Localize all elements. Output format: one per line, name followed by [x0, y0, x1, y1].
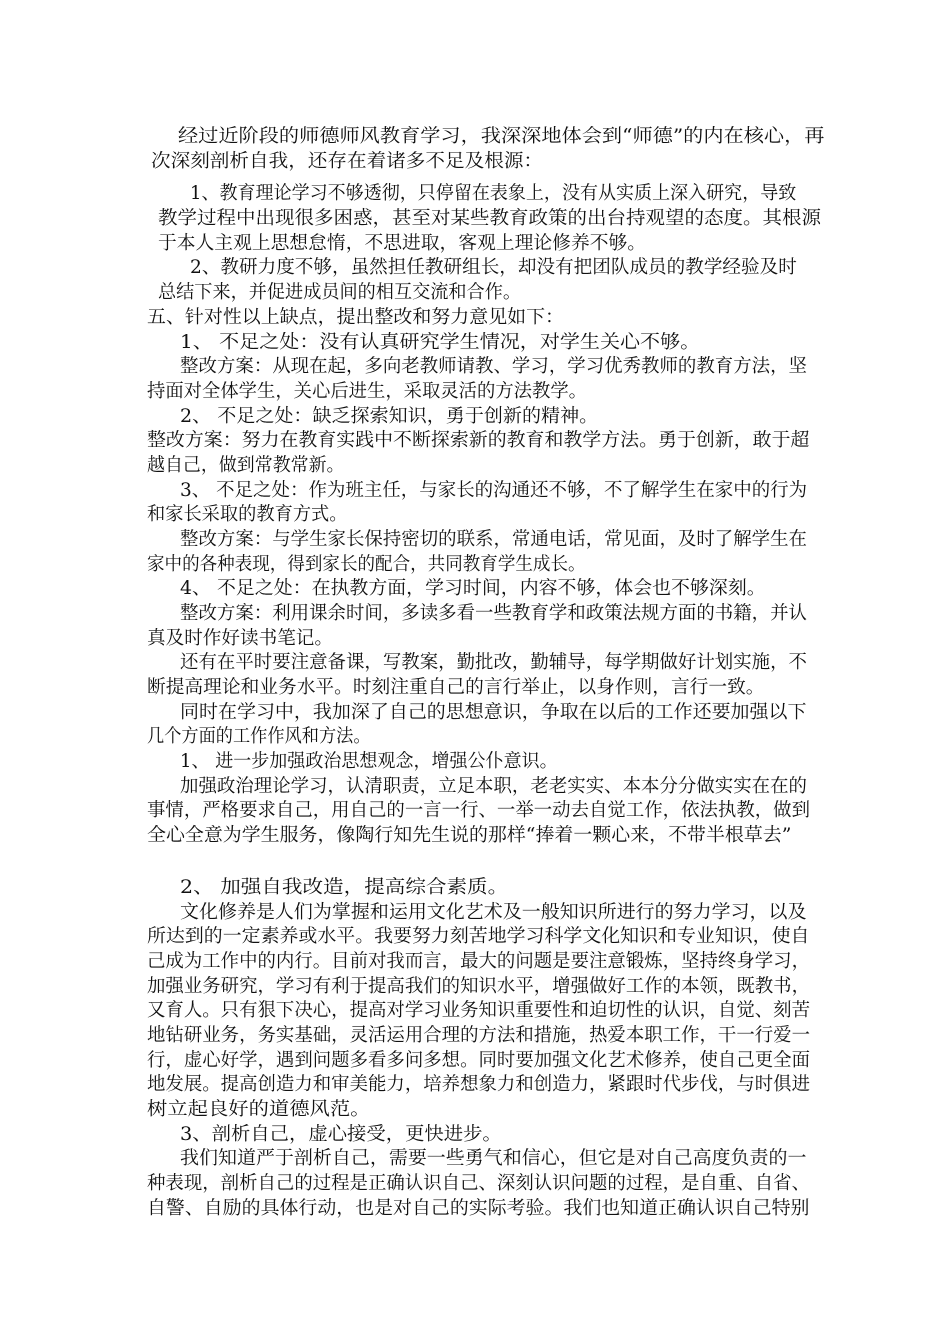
text-line: 地发展。提高创造力和审美能力，培养想象力和创造力，紧跟时代步伐，与时俱进	[147, 1074, 811, 1095]
text-line: 全心全意为学生服务，像陶行知先生说的那样“捧着一颗心来，不带半根草去”	[147, 825, 792, 846]
text-line: 行，虚心好学，遇到问题多看多问多想。同时要加强文化艺术修养，使自己更全面	[147, 1050, 811, 1071]
text-line: 加强业务研究，学习有利于提高我们的知识水平，增强做好工作的本领，既教书，	[147, 976, 811, 997]
text-line: 2、 不足之处：缺乏探索知识，勇于创新的精神。	[180, 406, 599, 427]
text-line: 经过近阶段的师德师风教育学习，我深深地体会到“师德”的内在核心，再	[178, 126, 825, 147]
text-line: 4、 不足之处：在执教方面，学习时间，内容不够，体会也不够深刻。	[180, 578, 766, 599]
text-line: 同时在学习中，我加深了自己的思想意识，争取在以后的工作还要加强以下	[180, 702, 807, 723]
text-line: 种表现，剖析自己的过程是正确认识自己、深刻认识问题的过程，是自重、自省、	[147, 1173, 811, 1194]
text-line: 己成为工作中的内行。目前对我而言，最大的问题是要注意锻炼，坚持终身学习，	[147, 951, 811, 972]
text-line: 整改方案：努力在教育实践中不断探索新的教育和教学方法。勇于创新，敢于超	[147, 430, 810, 451]
text-line: 地钻研业务，务实基础，灵活运用合理的方法和措施，热爱本职工作，干一行爱一	[147, 1025, 811, 1046]
text-line: 1、 进一步加强政治思想观念，增强公仆意识。	[180, 751, 558, 772]
text-line: 断提高理论和业务水平。时刻注重自己的言行举止，以身作则，言行一致。	[147, 677, 765, 698]
text-line: 越自己，做到常教常新。	[147, 455, 345, 476]
text-line: 2、 加强自我改造，提高综合素质。	[180, 877, 509, 898]
text-line: 真及时作好读书笔记。	[147, 628, 334, 649]
text-line: 总结下来，并促进成员间的相互交流和合作。	[158, 282, 522, 303]
text-line: 家中的各种表现，得到家长的配合，共同教育学生成长。	[147, 554, 586, 575]
text-line: 持面对全体学生，关心后进生，采取灵活的方法教学。	[147, 381, 588, 402]
text-line: 于本人主观上思想怠惰，不思进取，客观上理论修养不够。	[158, 233, 647, 254]
text-line: 1、教育理论学习不够透彻，只停留在表象上，没有从实质上深入研究，导致	[190, 183, 797, 204]
text-line: 自警、自励的具体行动，也是对自己的实际考验。我们也知道正确认识自己特别	[147, 1198, 810, 1219]
text-line: 又育人。只有狠下决心，提高对学习业务知识重要性和迫切性的认识，自觉、刻苦	[147, 1000, 811, 1021]
text-line: 我们知道严于剖析自己，需要一些勇气和信心，但它是对自己高度负责的一	[180, 1148, 807, 1169]
text-line: 整改方案：与学生家长保持密切的联系，常通电话，常见面，及时了解学生在	[180, 529, 808, 550]
text-line: 2、教研力度不够，虽然担任教研组长，却没有把团队成员的教学经验及时	[190, 257, 797, 278]
text-line: 3、剖析自己，虚心接受，更快进步。	[180, 1124, 502, 1145]
text-line: 教学过程中出现很多困惑，甚至对某些教育政策的出台持观望的态度。其根源	[158, 208, 822, 229]
text-line: 树立起良好的道德风范。	[147, 1099, 371, 1120]
text-line: 还有在平时要注意备课，写教案，勤批改，勤辅导，每学期做好计划实施，不	[180, 652, 808, 673]
text-line: 次深刻剖析自我，还存在着诸多不足及根源：	[151, 151, 544, 172]
text-line: 和家长采取的教育方式。	[147, 504, 348, 525]
text-line: 加强政治理论学习，认清职责，立足本职，老老实实、本本分分做实实在在的	[180, 776, 808, 797]
text-line: 五、针对性以上缺点，提出整改和努力意见如下：	[147, 307, 565, 328]
text-line: 几个方面的工作作风和方法。	[147, 726, 371, 747]
text-line: 事情，严格要求自己，用自己的一言一行、一举一动去自觉工作，依法执教，做到	[147, 800, 811, 821]
text-line: 3、 不足之处：作为班主任，与家长的沟通还不够，不了解学生在家中的行为	[180, 480, 808, 501]
text-line: 整改方案：从现在起，多向老教师请教、学习，学习优秀教师的教育方法，坚	[180, 356, 808, 377]
text-line: 文化修养是人们为掌握和运用文化艺术及一般知识所进行的努力学习，以及	[180, 902, 807, 923]
text-line: 所达到的一定素养或水平。我要努力刻苦地学习科学文化知识和专业知识，使自	[147, 926, 810, 947]
text-line: 1、 不足之处：没有认真研究学生情况，对学生关心不够。	[180, 332, 701, 353]
text-line: 整改方案：利用课余时间，多读多看一些教育学和政策法规方面的书籍，并认	[180, 603, 808, 624]
